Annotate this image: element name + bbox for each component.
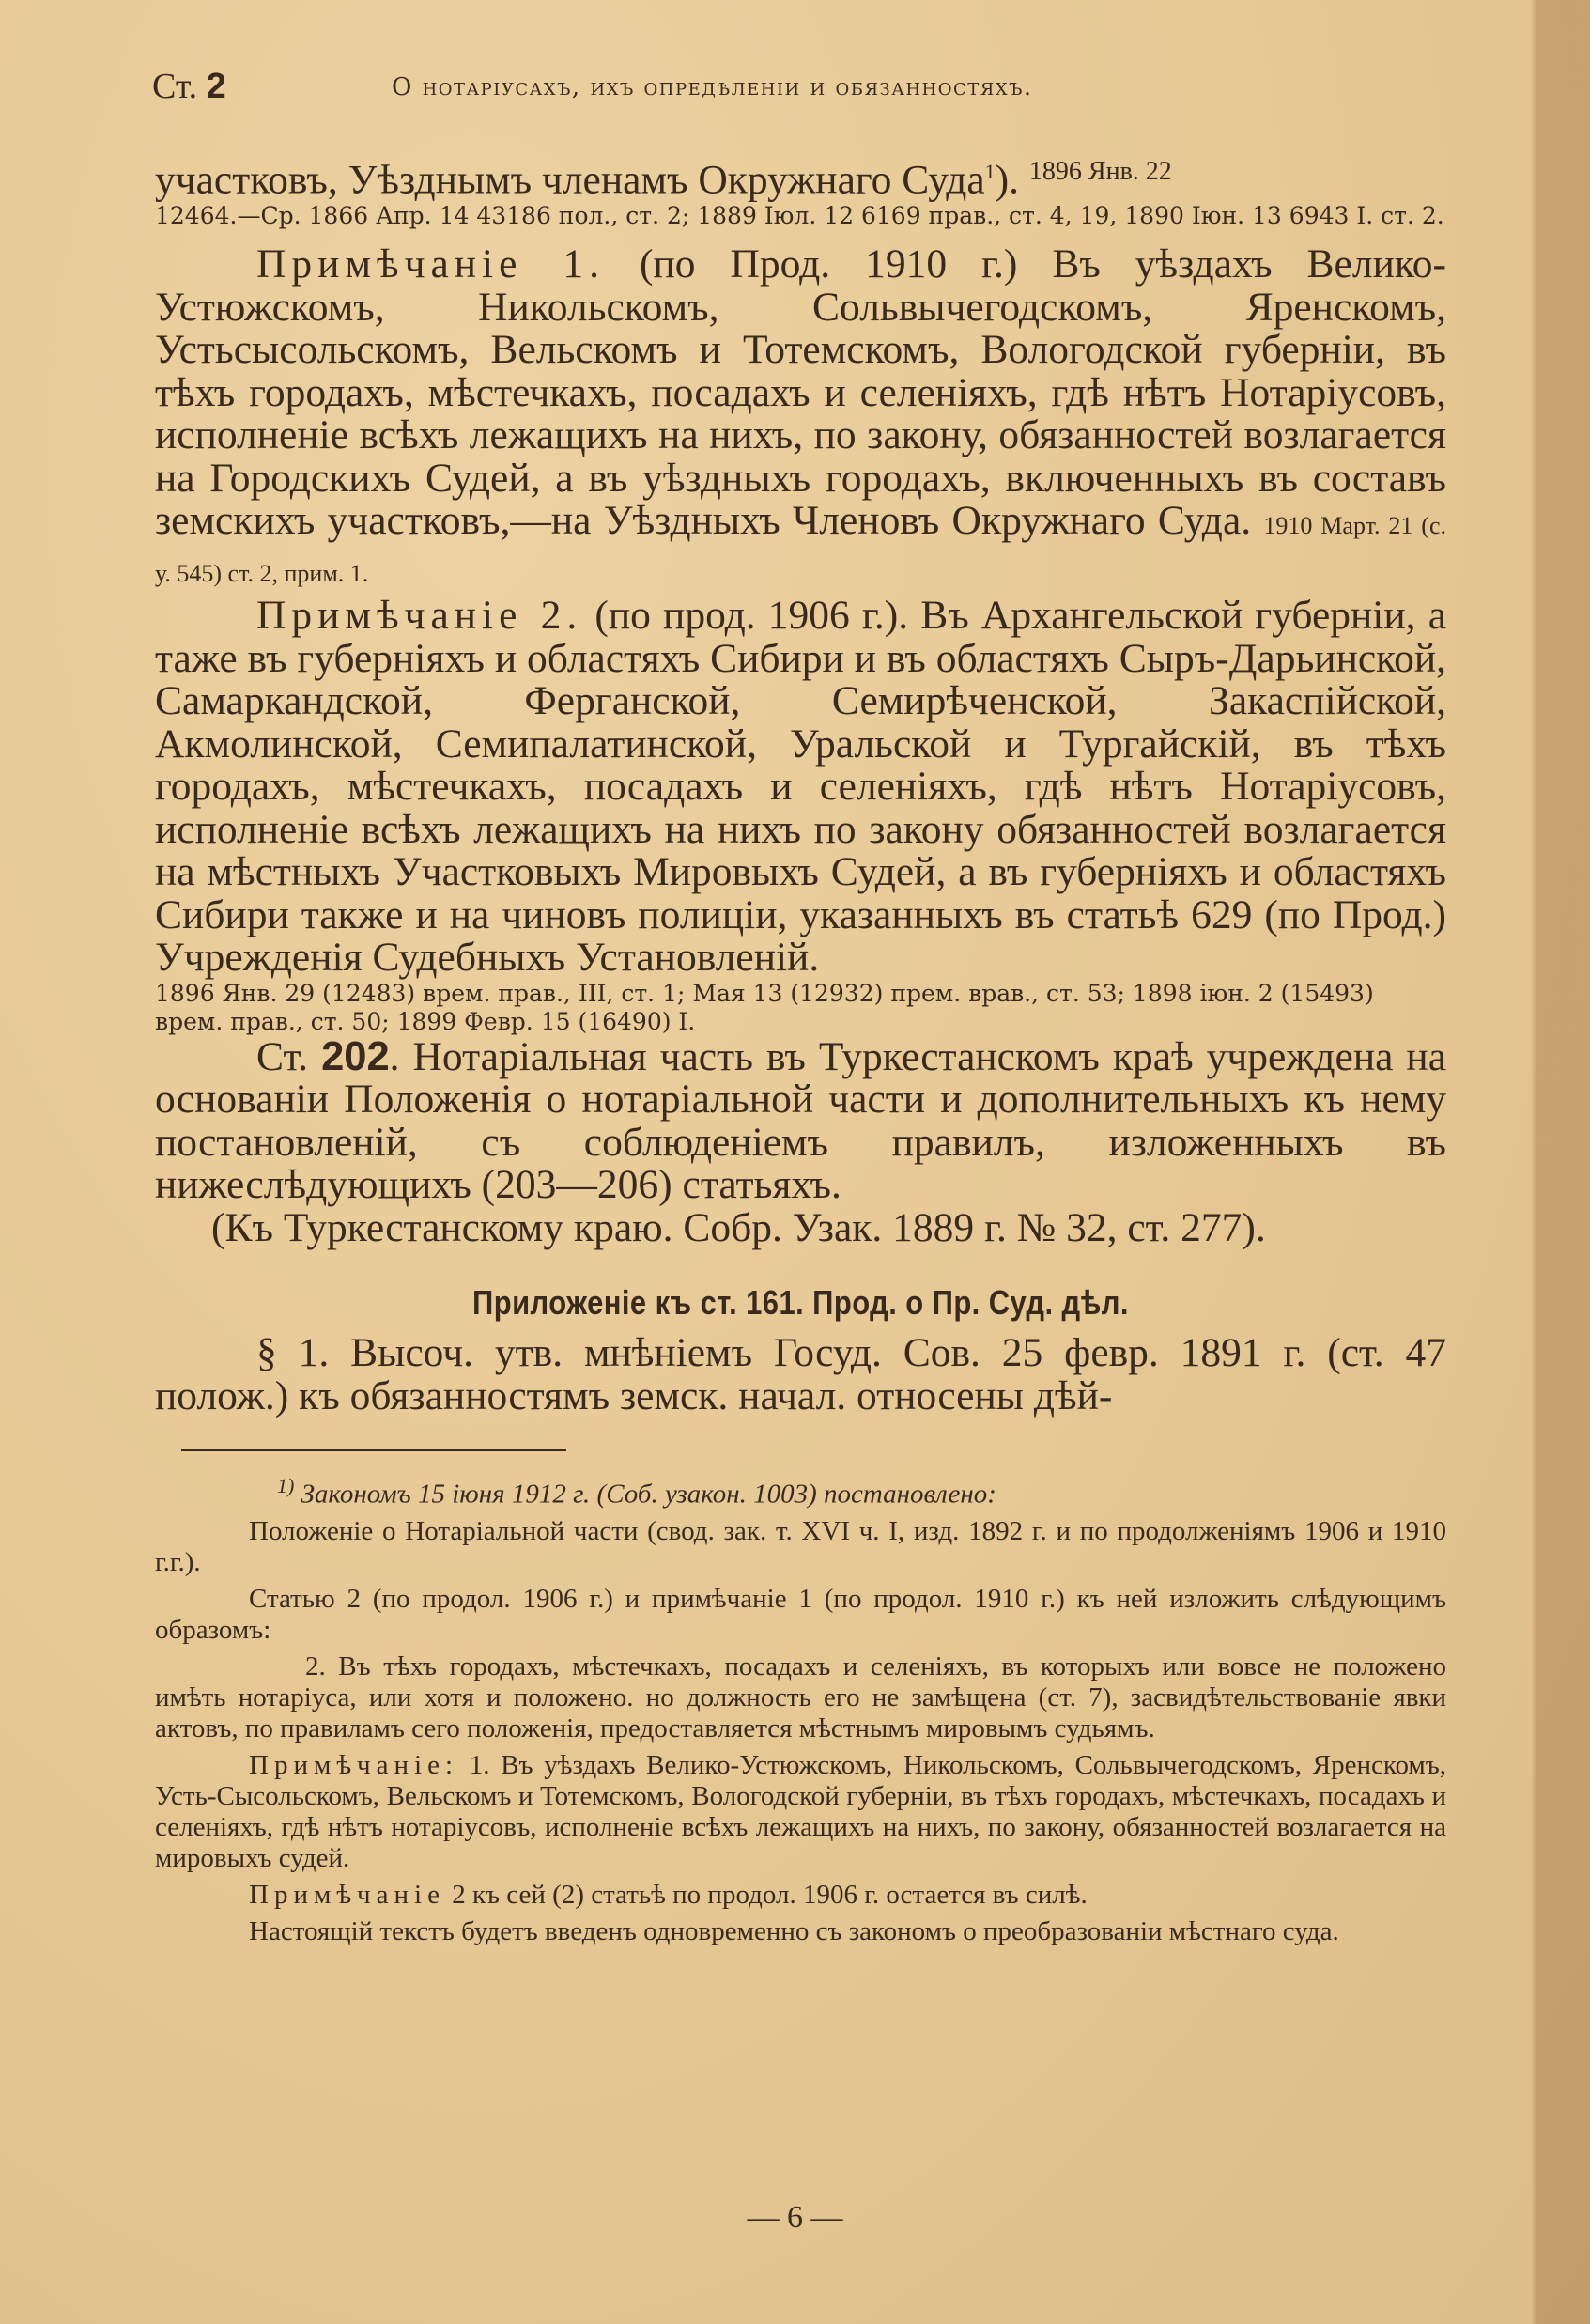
- article-202-source: (Къ Туркестанскому краю. Собр. Узак. 1889 г. № 32, ст. 277).: [211, 1204, 1266, 1250]
- opening-close: ).: [995, 157, 1020, 203]
- appendix-paragraph: § 1. Высоч. утв. мнѣніемъ Госуд. Сов. 25 февр. 1891 г. (ст. 47 полож.) къ обязанностямъ земск. начал. относены дѣй-: [155, 1330, 1446, 1418]
- footnote-p5-label: Примѣчаніе: [249, 1879, 445, 1910]
- footnote-p5-text: 2 къ сей (2) статьѣ по продол. 1906 г. остается въ силѣ.: [452, 1879, 1088, 1910]
- page-number: — 6 —: [747, 2200, 843, 2235]
- opening-paragraph: [155, 150, 1446, 202]
- running-title: О нотаріусахъ, ихъ опредѣленіи и обязанностяхъ.: [392, 73, 1033, 101]
- article-prefix: Ст.: [152, 67, 198, 106]
- note-2-source: (по прод. 1906 г.).: [594, 593, 909, 638]
- article-202: Ст. 202. Нотаріальная часть въ Туркестанскомъ краѣ учреждена на основаніи Положенія о нотаріальной части и дополнительныхъ къ нему постановленій, съ соблюденіемъ правилъ, изложенныхъ въ нижеслѣдующихъ (203—206) статьяхъ.: [155, 1033, 1447, 1207]
- footnote-divider: [181, 1449, 566, 1451]
- note-2-citation: 1896 Янв. 29 (12483) врем. прав., ІІІ, ст. 1; Мая 13 (12932) прем. врав., ст. 53; 1898 іюн. 2 (15493) врем. прав., ст. 50; 1899 Февр. 15 (16490) І.: [155, 979, 1374, 1035]
- footnotes: [155, 1470, 1446, 1947]
- opening-citation: 12464.—Ср. 1866 Апр. 14 43186 пол., ст. 2; 1889 Іюл. 12 6169 прав., ст. 4, 19, 1890 Іюн. 13 6943 І. ст. 2.: [155, 202, 1444, 229]
- note-2-text: Въ Архангельской губерніи, а таже въ губерніяхъ и областяхъ Сибири и въ областяхъ Сыръ-Дарьинской, Самаркандской, Ферганской, Семирѣченской, Закаспійской, Акмолинской, Семипалатинской, Уральской и Тургайскій, въ тѣхъ городахъ, мѣстечкахъ, посадахъ и селеніяхъ, гдѣ нѣтъ Нотаріусовъ, исполненіе всѣхъ лежащихъ на нихъ по закону обязанностей возлагается на мѣстныхъ Участковыхъ Мировыхъ Судей, а въ губерніяхъ и областяхъ Сибири также и на чиновъ полиціи, указанныхъ въ статьѣ 629 (по Прод.) Учрежденія Судебныхъ Установленій.: [155, 593, 1446, 980]
- note-2-label: Примѣчаніе 2.: [256, 593, 583, 638]
- note-1-label: Примѣчаніе 1.: [256, 241, 606, 287]
- footnote-p6: Настоящій текстъ будетъ введенъ одновременно съ закономъ о преобразованіи мѣстнаго суда.: [249, 1915, 1339, 1946]
- opening-citation-inline: 1896 Янв. 22: [1028, 157, 1172, 186]
- main-text: [155, 150, 1446, 1953]
- footnote-intro-text: Закономъ 15 іюня 1912 г. (Соб. узакон. 1003) постановлено:: [301, 1479, 996, 1510]
- page-header: [152, 66, 1448, 113]
- note-1-source: (по Прод. 1910 г.): [640, 241, 1018, 287]
- footnote-p4: [155, 1750, 1446, 1874]
- footnote-p5: [155, 1880, 1446, 1911]
- article-202-number: 202: [321, 1033, 390, 1079]
- note-1-citation: 1910 Март. 21 (с. у. 545) ст. 2, прим. 1.: [155, 512, 1447, 587]
- footnote-p4-label: Примѣчаніе:: [249, 1749, 459, 1780]
- footnote-p3: 2. Въ тѣхъ городахъ, мѣстечкахъ, посадахъ и селеніяхъ, въ которыхъ или вовсе не положено имѣть нотаріуса, или хотя и положено. но должность его не замѣщена (ст. 7), засвидѣтельствованіе явки актовъ, по правиламъ сего положенія, предоставляется мѣстнымъ мировымъ судьямъ.: [155, 1650, 1446, 1743]
- footnote-marker: 1): [277, 1474, 295, 1497]
- appendix-heading: Приложеніе къ ст. 161. Прод. о Пр. Суд. дѣл.: [472, 1283, 1129, 1322]
- note-1-text: Въ уѣздахъ Велико-Устюжскомъ, Никольскомъ, Сольвычегодскомъ, Яренскомъ, Устьсысольскомъ, Вельскомъ и Тотемскомъ, Вологодской губерніи, въ тѣхъ городахъ, мѣстечкахъ, посадахъ и селеніяхъ, гдѣ нѣтъ Нотаріусовъ, исполненіе всѣхъ лежащихъ на нихъ, по закону, обязанностей возлагается на Городскихъ Судей, а въ уѣздныхъ городахъ, включенныхъ въ составъ земскихъ участковъ,—на Уѣздныхъ Членовъ Окружнаго Суда.: [155, 241, 1447, 543]
- footnote-p4-text: 1. Въ уѣздахъ Велико-Устюжскомъ, Никольскомъ, Сольвычегодскомъ, Яренскомъ, Усть-Сысольскомъ, Вельскомъ и Тотемскомъ, Вологодской губерніи, въ тѣхъ городахъ, мѣстечкахъ, посадахъ и селеніяхъ, гдѣ нѣтъ нотаріусовъ, исполненіе всѣхъ лежащихъ на нихъ, по закону, обязанностей возлагается на мировыхъ судей.: [155, 1749, 1446, 1873]
- article-202-prefix: Ст.: [256, 1033, 309, 1079]
- note-2: [155, 595, 1446, 980]
- footnote-ref[interactable]: 1: [984, 160, 996, 183]
- article-202-text: Нотаріальная часть въ Туркестанскомъ краѣ учреждена на основаніи Положенія о нотаріальной части и дополнительныхъ къ нему постановленій, съ соблюденіемъ правилъ, изложенныхъ въ нижеслѣдующихъ (203—206) статьяхъ.: [155, 1033, 1447, 1207]
- footnote-p2: Статью 2 (по продол. 1906 г.) и примѣчаніе 1 (по продол. 1910 г.) къ ней изложить слѣдующимъ образомъ:: [155, 1583, 1446, 1645]
- footnote-intro: [155, 1470, 1446, 1511]
- header-article-number: [152, 66, 226, 107]
- footnote-p1: Положеніе о Нотаріальной части (свод. зак. т. XVI ч. I, изд. 1892 г. и по продолженіямъ 1906 и 1910 г.г.).: [155, 1515, 1446, 1577]
- note-1: [155, 243, 1446, 595]
- article-number: 2: [206, 67, 226, 106]
- opening-text: участковъ, Уѣзднымъ членамъ Окружнаго Суда: [155, 157, 985, 203]
